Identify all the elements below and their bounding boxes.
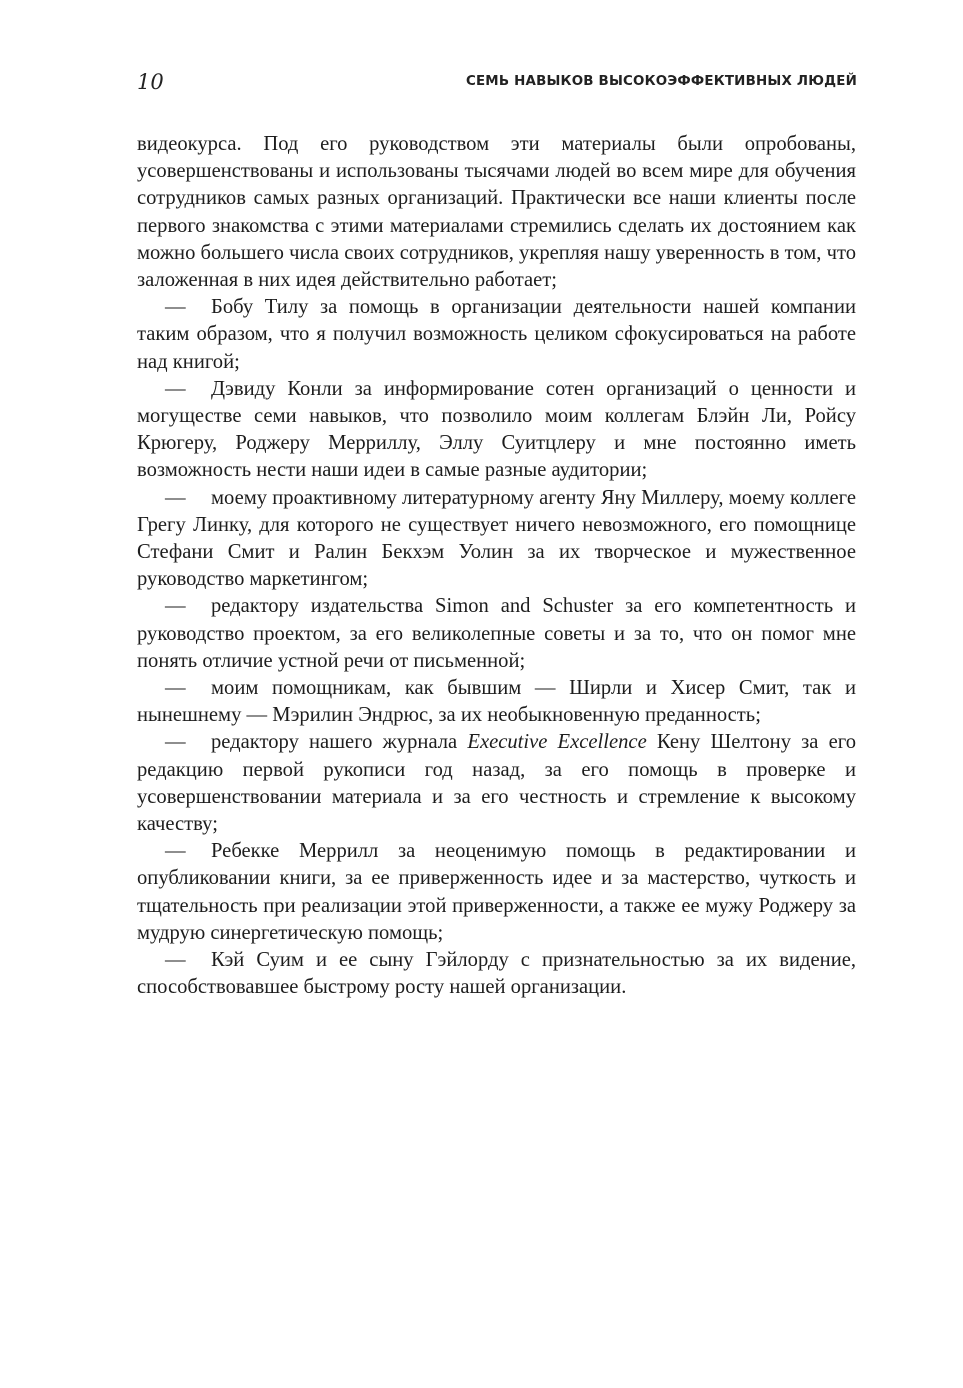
running-header: [137, 64, 857, 100]
journal-title: Executive Excellence: [467, 731, 647, 754]
acknowledgement-item: [137, 675, 856, 729]
item-text: редактору издательства Simon and Schuster за его компетентность и руководство проектом, за его великолепные советы и за то, что он помог мне понять отличие устной речи от письменной;: [137, 595, 856, 672]
item-dash: —: [165, 949, 186, 972]
item-text: моему проактивному литературному агенту Яну Миллеру, моему коллеге Грегу Линку, для которого не существует ничего невозможного, его помощнице Стефани Смит и Ралин Бекхэм Уолин за их творческое и мужественное руководство маркетингом;: [137, 486, 856, 591]
item-dash: —: [165, 677, 186, 700]
acknowledgement-item: [137, 729, 856, 838]
item-text-after: Кену Шелтону за его редакцию первой рукописи год назад, за его помощь в проверке и усовершенствовании материала и за его честность и стремление к высокому качеству;: [137, 731, 856, 836]
item-dash: —: [165, 377, 186, 400]
acknowledgement-item: [137, 838, 856, 947]
item-dash: —: [165, 840, 186, 863]
item-dash: —: [165, 296, 186, 319]
item-text: моим помощникам, как бывшим — Ширли и Хисер Смит, так и нынешнему — Мэрилин Эндрюс, за их необыкновенную преданность;: [137, 677, 856, 727]
intro-paragraph: видеокурса. Под его руководством эти материалы были опробованы, усовершенствованы и использованы тысячами людей во всем мире для обучения сотрудников самых разных организаций. Практически все наши клиенты после первого знакомства с этими материалами стремились сделать их достоянием как можно большего числа своих сотрудников, укрепляя нашу уверенность в том, что заложенная в них идея действительно работает;: [137, 133, 856, 292]
acknowledgement-item: [137, 376, 856, 485]
item-text: Дэвиду Конли за информирование сотен организаций о ценности и могуществе семи навыков, что позволило моим коллегам Блэйн Ли, Ройсу Крюгеру, Роджеру Мерриллу, Эллу Суитцлеру и мне постоянно иметь возможность нести наши идеи в самые разные аудитории;: [137, 377, 856, 482]
item-text: Ребекке Меррилл за неоценимую помощь в редактировании и опубликовании книги, за ее приверженность идее и за мастерство, чуткость и тщательность при реализации этой приверженности, а также ее мужу Роджеру за мудрую синергетическую помощь;: [137, 840, 856, 944]
acknowledgement-item: [137, 294, 856, 376]
acknowledgement-item: [137, 485, 856, 594]
item-text-before: редактору нашего журнала: [211, 731, 468, 754]
item-dash: —: [165, 731, 186, 754]
item-text: Бобу Тилу за помощь в организации деятельности нашей компании таким образом, что я получил возможность целиком сфокусироваться на работе над книгой;: [137, 296, 856, 373]
item-dash: —: [165, 595, 186, 618]
item-dash: —: [165, 486, 186, 509]
item-text: Кэй Суим и ее сыну Гэйлорду с признательностью за их видение, способствовавшее быстрому росту нашей организации.: [137, 949, 856, 999]
acknowledgement-item: [137, 947, 856, 1001]
page-number: 10: [137, 70, 164, 94]
body-text: [137, 131, 856, 1002]
acknowledgement-item: [137, 593, 856, 675]
running-title: СЕМЬ НАВЫКОВ ВЫСОКОЭФФЕКТИВНЫХ ЛЮДЕЙ: [465, 74, 857, 89]
